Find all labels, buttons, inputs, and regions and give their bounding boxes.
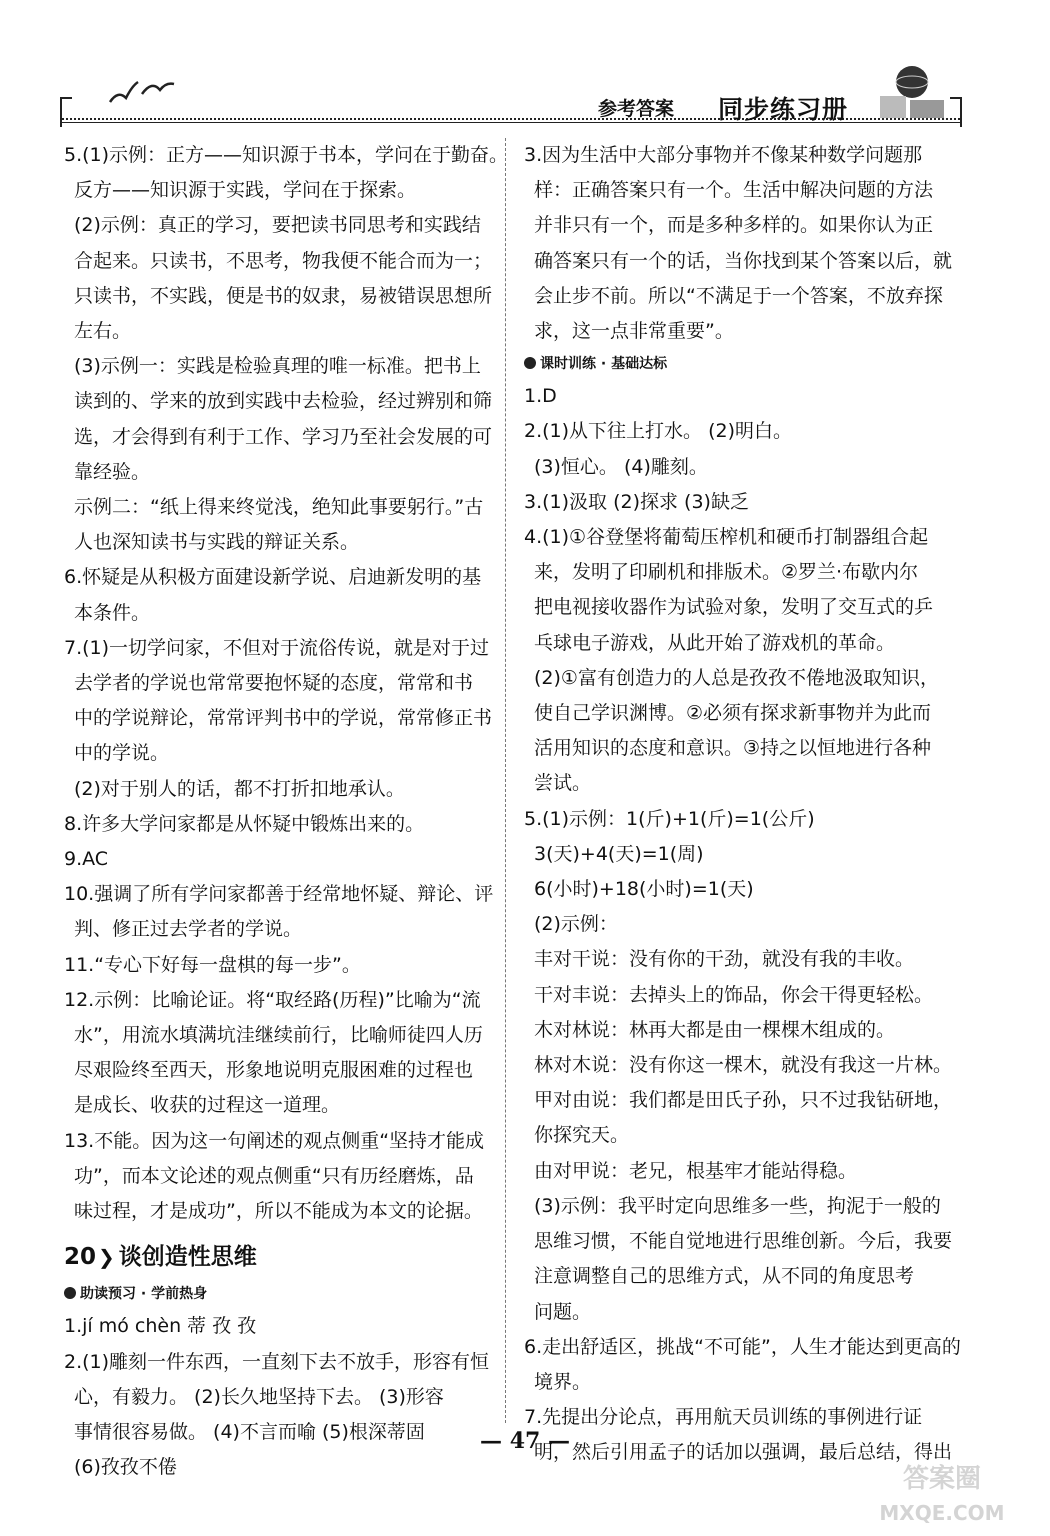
- text-line: 3.(1)汲取 (2)探求 (3)缺乏: [524, 490, 749, 513]
- text-line: 由对甲说：老兄，根基牢才能站得稳。: [534, 1159, 858, 1182]
- text-line: (2)对于别人的话，都不打折扣地承认。: [74, 777, 405, 800]
- text-line: 左右。: [74, 320, 132, 343]
- text-line: 干对丰说：去掉头上的饰品，你会干得更轻松。: [534, 983, 934, 1006]
- text-line: 境界。: [534, 1370, 592, 1393]
- preview-subtitle: [64, 1279, 494, 1309]
- text-line: 8.许多大学问家都是从怀疑中锻炼出来的。: [64, 812, 425, 835]
- text-line: 事情很容易做。 (4)不言而喻 (5)根深蒂固: [74, 1420, 425, 1443]
- text-line: (3)示例一：实践是检验真理的唯一标准。把书上: [74, 355, 481, 378]
- text-line: 人也深知读书与实践的辩证关系。: [74, 531, 360, 554]
- answers-label: 参考答案: [598, 98, 675, 120]
- text-line: (3)示例：我平时定向思维多一些，拘泥于一般的: [534, 1194, 941, 1217]
- text-line: 尝试。: [534, 772, 592, 795]
- section-heading: [64, 1235, 494, 1279]
- text-line: 你探究天。: [534, 1124, 630, 1147]
- text-line: (2)示例：真正的学习，要把读书同思考和实践结: [74, 214, 481, 237]
- text-line: 问题。: [534, 1300, 592, 1323]
- text-line: 会止步不前。所以“不满足于一个答案，不放弃探: [534, 284, 943, 307]
- left-preview-answers: [64, 1309, 494, 1485]
- globe-decoration-icon: [860, 62, 960, 122]
- bullet-icon: [524, 357, 536, 369]
- preview-subtitle-text: 助读预习 · 学前热身: [80, 1286, 208, 1303]
- text-line: 确答案只有一个的话，当你找到某个答案以后，就: [534, 249, 953, 272]
- text-line: 判、修正过去学者的学说。: [74, 918, 303, 941]
- text-line: 6.走出舒适区，挑战“不可能”，人生才能达到更高的: [524, 1335, 961, 1358]
- right-column: [524, 138, 961, 1471]
- watermark: [852, 1462, 1032, 1532]
- text-line: 13.不能。因为这一句阐述的观点侧重“坚持才能成: [64, 1129, 485, 1152]
- text-line: 3(天)+4(天)=1(周): [534, 842, 704, 865]
- birds-icon: [108, 72, 178, 112]
- text-line: 中的学说辩论，常常评判书中的学说，常常修正书: [74, 707, 493, 730]
- page-number: — 47 —: [480, 1428, 570, 1454]
- text-line: 2.(1)从下往上打水。 (2)明白。: [524, 420, 792, 443]
- text-line: 6.怀疑是从积极方面建设新学说、启迪新发明的基: [64, 566, 482, 589]
- text-line: 明，然后引用孟子的话加以强调，最后总结，得出: [534, 1441, 953, 1464]
- text-line: 来，发明了印刷机和排版术。②罗兰·布歇内尔: [534, 561, 919, 584]
- text-line: 注意调整自己的思维方式，从不同的角度思考: [534, 1265, 915, 1288]
- text-line: 10.强调了所有学问家都善于经常地怀疑、辩论、评: [64, 883, 494, 906]
- text-line: 丰对干说：没有你的干劲，就没有我的丰收。: [534, 948, 915, 971]
- text-line: 把电视接收器作为试验对象，发明了交互式的乒: [534, 596, 934, 619]
- left-column: [64, 138, 509, 1485]
- text-line: 并非只有一个，而是多种多样的。如果你认为正: [534, 214, 934, 237]
- bullet-icon: [64, 1287, 76, 1299]
- text-line: 思维习惯，不能自觉地进行思维创新。今后，我要: [534, 1230, 953, 1253]
- text-line: 乓球电子游戏，从此开始了游戏机的革命。: [534, 631, 896, 654]
- text-line: 1.jí mó chèn 蒂 孜 孜: [64, 1315, 257, 1338]
- text-line: 9.AC: [64, 848, 109, 871]
- chevron-right-icon: ❯: [98, 1245, 115, 1270]
- text-line: 使自己学识渊博。②必须有探求新事物并为此而: [534, 702, 932, 725]
- watermark-text: 答案圈: [902, 1464, 981, 1494]
- text-line: 木对林说：林再大都是由一棵棵木组成的。: [534, 1018, 896, 1041]
- text-line: 3.因为生活中大部分事物并不像某种数学问题那: [524, 144, 923, 166]
- text-line: 5.(1)示例：1(斤)+1(斤)=1(公斤): [524, 807, 815, 830]
- text-line: (3)恒心。 (4)雕刻。: [534, 455, 708, 478]
- text-line: (2)①富有创造力的人总是孜孜不倦地汲取知识，: [534, 666, 939, 689]
- right-continued-answer: [524, 138, 956, 349]
- section-number: 20: [64, 1244, 97, 1271]
- text-line: 选，才会得到有利于工作、学习乃至社会发展的可: [74, 425, 493, 448]
- text-line: (2)示例：: [534, 913, 618, 936]
- text-line: (6)孜孜不倦: [74, 1456, 177, 1479]
- text-line: 7.(1)一切学问家，不但对于流俗传说，就是对于过: [64, 636, 490, 659]
- text-line: 7.先提出分论点，再用航天员训练的事例进行证: [524, 1406, 923, 1429]
- column-divider: [505, 138, 506, 1423]
- left-answers: [64, 138, 509, 1229]
- text-line: 2.(1)雕刻一件东西，一直刻下去不放手，形容有恒: [64, 1350, 490, 1373]
- text-line: 求，这一点非常重要”。: [534, 320, 734, 343]
- text-line: 示例二：“纸上得来终觉浅，绝知此事要躬行。”古: [74, 496, 484, 519]
- text-line: 甲对由说：我们都是田氏子孙，只不过我钻研地，: [534, 1089, 953, 1112]
- text-line: 合起来。只读书，不思考，物我便不能合而为一；: [74, 249, 493, 272]
- text-line: 6(小时)+18(小时)=1(天): [534, 878, 754, 901]
- text-line: 靠经验。: [74, 460, 151, 483]
- text-line: 12.示例：比喻论证。将“取经路(历程)”比喻为“流: [64, 988, 481, 1011]
- text-line: 反方——知识源于实践，学问在于探索。: [74, 179, 417, 202]
- text-line: 只读书，不实践，便是书的奴隶，易被错误思想所: [74, 284, 493, 307]
- text-line: 去学者的学说也常常要抱怀疑的态度，常常和书: [74, 672, 474, 695]
- text-line: 5.(1)示例：正方——知识源于书本，学问在于勤奋。: [64, 144, 509, 166]
- practice-subtitle-text: 课时训练 · 基础达标: [540, 356, 668, 373]
- practice-subtitle: [524, 349, 956, 379]
- text-line: 是成长、收获的过程这一道理。: [74, 1094, 341, 1117]
- text-line: 1.D: [524, 385, 557, 408]
- section-title: 谈创造性思维: [118, 1244, 257, 1271]
- right-answers: [524, 379, 961, 1470]
- text-line: 中的学说。: [74, 742, 170, 765]
- text-line: 11.“专心下好每一盘棋的每一步”。: [64, 953, 361, 976]
- text-line: 尽艰险终至西天，形象地说明克服困难的过程也: [74, 1059, 474, 1082]
- text-line: 本条件。: [74, 601, 151, 624]
- text-line: 味过程，才是成功”，所以不能成为本文的论据。: [74, 1200, 483, 1223]
- text-line: 活用知识的态度和意识。③持之以恒地进行各种: [534, 737, 932, 760]
- text-line: 心，有毅力。 (2)长久地坚持下去。 (3)形容: [74, 1385, 444, 1408]
- text-line: 功”，而本文论述的观点侧重“只有历经磨炼，品: [74, 1164, 474, 1187]
- book-title: 同步练习册: [718, 95, 849, 124]
- text-line: 4.(1)①谷登堡将葡萄压榨机和硬币打制器组合起: [524, 526, 929, 549]
- text-line: 读到的、学来的放到实践中去检验，经过辨别和筛: [74, 390, 493, 413]
- watermark-url: MXQE.COM: [879, 1501, 1005, 1525]
- text-line: 样：正确答案只有一个。生活中解决问题的方法: [534, 179, 934, 202]
- text-line: 林对木说：没有你这一棵木，就没有我这一片林。: [534, 1054, 953, 1077]
- text-line: 水”，用流水填满坑洼继续前行，比喻师徒四人历: [74, 1024, 483, 1047]
